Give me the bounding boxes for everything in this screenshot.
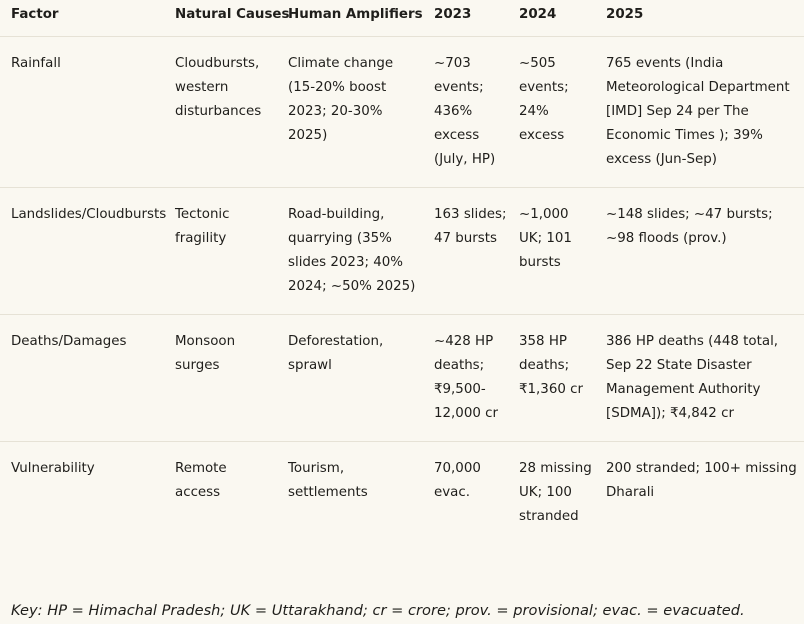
cell-human-amplifiers: Tourism, settlements bbox=[288, 461, 368, 500]
cell-human-amplifiers: Deforestation, sprawl bbox=[282, 315, 428, 442]
header-2025: 2025 bbox=[600, 0, 804, 37]
cell-human-amplifiers: Road-building, quarrying (35% slides 2023; 40% 2024; ~50% 2025) bbox=[282, 188, 428, 315]
cell-2025: 200 stranded; 100+ missing Dharali bbox=[606, 461, 797, 500]
cell-factor: Rainfall bbox=[0, 37, 169, 188]
cell-natural-causes: Tectonic fragility bbox=[169, 188, 282, 315]
cell-2023: 163 slides; 47 bursts bbox=[428, 188, 513, 315]
table-row bbox=[0, 37, 804, 188]
cell-2023: ~703 events; 436% excess (July, HP) bbox=[428, 37, 513, 188]
cell-2025: ~148 slides; ~47 bursts; ~98 floods (prov.) bbox=[600, 188, 804, 315]
cell-human-amplifiers: Climate change (15-20% boost 2023; 20-30% 2025) bbox=[282, 37, 428, 188]
header-natural-causes: Natural Causes bbox=[169, 0, 282, 37]
cell-2025: 386 HP deaths (448 total, Sep 22 State Disaster Management Authority [SDMA]); ₹4,842 cr bbox=[600, 315, 804, 442]
header-2023: 2023 bbox=[428, 0, 513, 37]
table-row bbox=[0, 442, 804, 545]
cell-natural-causes: Monsoon surges bbox=[169, 315, 282, 442]
cell-factor: Vulnerability bbox=[11, 461, 95, 476]
cell-natural-causes: Remote access bbox=[175, 461, 227, 500]
cell-2024: ~505 events; 24% excess bbox=[513, 37, 600, 188]
cell-2024: 358 HP deaths; ₹1,360 cr bbox=[513, 315, 600, 442]
cell-2024: ~1,000 UK; 101 bursts bbox=[513, 188, 600, 315]
cell-2025: 765 events (India Meteorological Department [IMD] Sep 24 per The Economic Times ); 39% excess (Jun-Sep) bbox=[600, 37, 804, 188]
cell-2023: 70,000 evac. bbox=[434, 461, 481, 500]
header-2024: 2024 bbox=[513, 0, 600, 37]
cell-natural-causes: Cloudbursts, western disturbances bbox=[169, 37, 282, 188]
table-row bbox=[0, 315, 804, 442]
cell-factor: Deaths/Damages bbox=[0, 315, 169, 442]
table-header-row bbox=[0, 0, 804, 37]
cell-2023: ~428 HP deaths; ₹9,500-12,000 cr bbox=[428, 315, 513, 442]
header-factor: Factor bbox=[0, 0, 169, 37]
cell-2024: 28 missing UK; 100 stranded bbox=[519, 461, 592, 524]
table-row bbox=[0, 188, 804, 315]
abbreviation-key: Key: HP = Himachal Pradesh; UK = Uttarakhand; cr = crore; prov. = provisional; evac. = evacuated. bbox=[11, 602, 745, 619]
cell-factor: Landslides/Cloudbursts bbox=[0, 188, 169, 315]
header-human-amplifiers: Human Amplifiers bbox=[282, 0, 428, 37]
